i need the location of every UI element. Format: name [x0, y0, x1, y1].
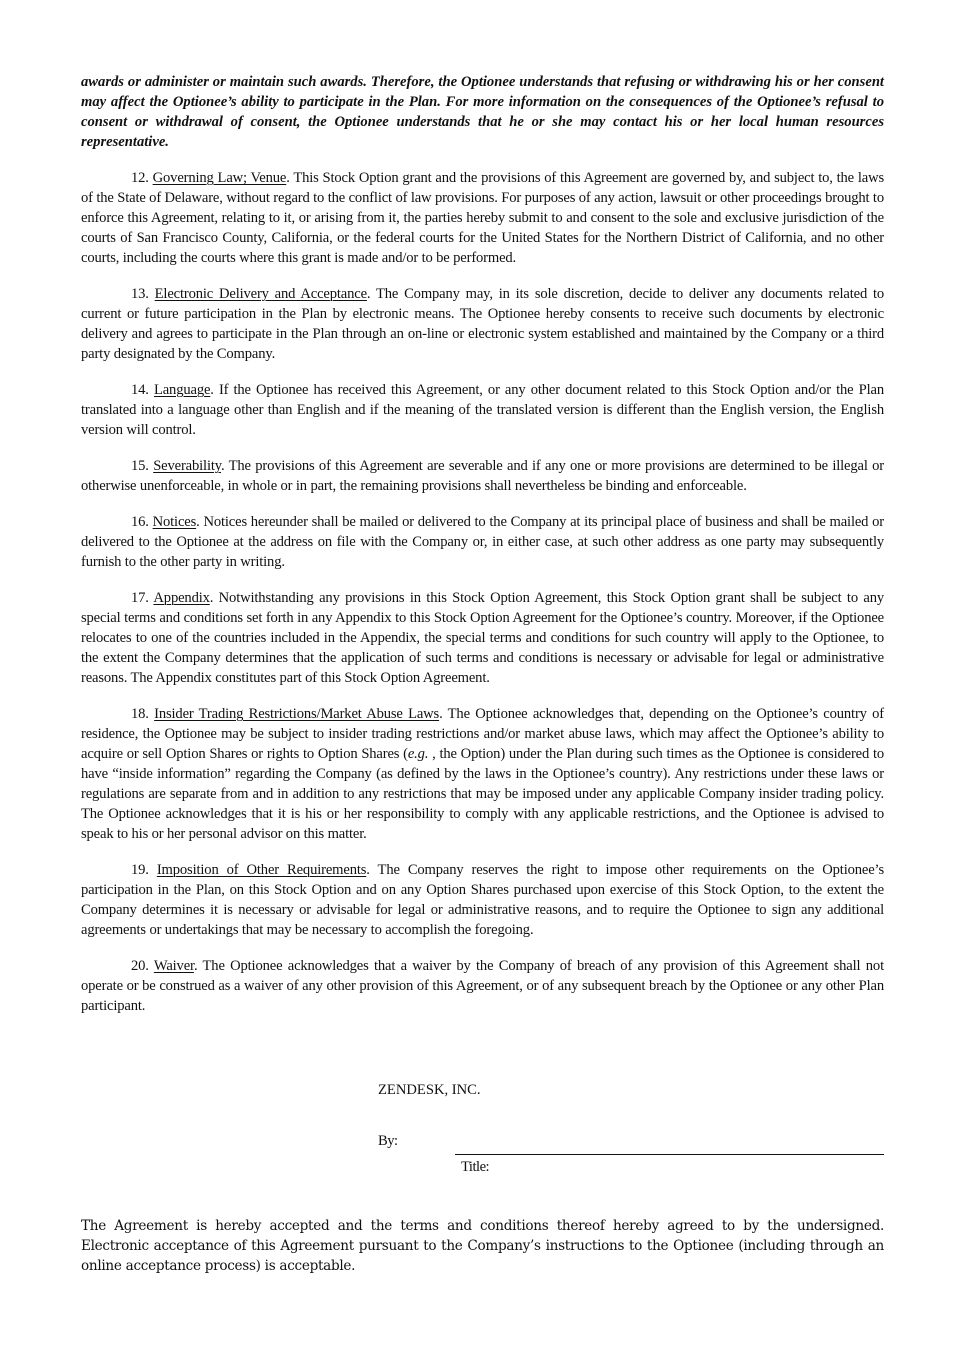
section-13: [81, 284, 884, 364]
section-number: 13.: [131, 286, 149, 302]
section-number: 20.: [131, 958, 149, 974]
section-heading: Language: [153, 382, 211, 398]
section-heading: Electronic Delivery and Acceptance: [154, 286, 367, 302]
section-heading: Imposition of Other Requirements: [156, 862, 367, 878]
section-body: . This Stock Option grant and the provisions of this Agreement are governed by, and subject to, the laws of the State of Delaware, without regard to the conflict of law provisions. For purposes of any action, lawsuit or other proceedings brought to enforce this Agreement, relating to it, or arising from it, the parties hereby submit to and consent to the sole and exclusive jurisdiction of the courts of San Francisco County, California, or the federal courts for the United States for the Northern District of California, and no other courts, including the courts where this grant is made and/or to be performed.: [81, 170, 885, 266]
section-15: [81, 456, 884, 496]
signature-line: [455, 1154, 884, 1155]
section-16: [81, 512, 884, 572]
intro-paragraph: awards or administer or maintain such awards. Therefore, the Optionee understands that refusing or withdrawing his or her consent may affect the Optionee’s ability to participate in the Plan. For more information on the consequences of the Optionee’s refusal to consent or withdrawal of consent, the Optionee understands that he or she may contact his or her local human resources representative.: [81, 74, 884, 150]
section-19: [81, 860, 884, 940]
section-heading: Governing Law; Venue: [152, 170, 287, 186]
section-number: 16.: [131, 514, 149, 530]
section-heading: Severability: [153, 458, 221, 474]
section-number: 14.: [131, 382, 149, 398]
section-20: [81, 956, 884, 1016]
section-body-pre: . The Optionee acknowledges that, depending on the Optionee’s country of residence, the Optionee may be subject to insider trading restrictions and/or market abuse laws, which may affect the Optionee’s ability to acquire or sell Option Shares or rights to Option Shares (: [81, 706, 884, 762]
section-body: . Notwithstanding any provisions in this Stock Option Agreement, this Stock Option grant shall be subject to any special terms and conditions set forth in any Appendix to this Stock Option Agreement for the Optionee’s country. Moreover, if the Optionee relocates to one of the countries included in the Appendix, the special terms and conditions for such country will apply to the Optionee, to the extent the Company determines that the application of such terms and conditions is necessary or advisable for legal or administrative reasons. The Appendix constitutes part of this Stock Option Agreement.: [81, 590, 884, 686]
signature-company-name: ZENDESK, INC.: [378, 1082, 481, 1098]
signature-title-label: Title:: [461, 1159, 490, 1175]
section-body: . If the Optionee has received this Agreement, or any other document related to this Stock Option and/or the Plan translated into a language other than English and if the meaning of the translated version is different than the English version, the English version will control.: [81, 382, 884, 438]
section-body-italic: e.g.: [407, 746, 429, 762]
section-heading: Notices: [152, 514, 197, 530]
section-body: . Notices hereunder shall be mailed or delivered to the Company at its principal place of business and shall be mailed or delivered to the Optionee at the address on file with the Company or, in either case, at such other address as one party may subsequently furnish to the other party in writing.: [81, 514, 884, 570]
section-number: 15.: [131, 458, 149, 474]
section-number: 12.: [131, 170, 149, 186]
section-body: . The Optionee acknowledges that a waiver by the Company of breach of any provision of this Agreement shall not operate or be construed as a waiver of any other provision of this Agreement, or of any subsequent breach by the Optionee or any other Plan participant.: [81, 958, 884, 1014]
section-number: 17.: [131, 590, 149, 606]
section-12: [81, 168, 884, 268]
section-heading: Insider Trading Restrictions/Market Abuse Laws: [154, 706, 440, 722]
section-number: 18.: [131, 706, 149, 722]
section-number: 19.: [131, 862, 149, 878]
signature-by-label: By:: [378, 1133, 398, 1149]
section-heading: Appendix: [153, 590, 210, 606]
section-18: [81, 704, 884, 844]
section-17: [81, 588, 884, 688]
document-body: [81, 72, 884, 1032]
section-body: . The Company reserves the right to impose other requirements on the Optionee’s participation in the Plan, on this Stock Option and on any Option Shares purchased upon exercise of this Stock Option, to the extent the Company determines it is necessary or advisable for legal or administrative reasons, and to require the Optionee to sign any additional agreements or undertakings that may be necessary to accomplish the foregoing.: [81, 862, 884, 938]
section-body: , the Option) under the Plan during such times as the Optionee is considered to have “inside information” regarding the Company (as defined by the laws in the Optionee’s country). Any restrictions under these laws or regulations are separate from and in addition to any restrictions that may be imposed under any applicable Company insider trading policy. The Optionee acknowledges that it is his or her responsibility to comply with any applicable restrictions, and the Optionee is advised to speak to his or her personal advisor on this matter.: [81, 746, 884, 842]
section-body: . The provisions of this Agreement are severable and if any one or more provisions are determined to be illegal or otherwise unenforceable, in whole or in part, the remaining provisions shall nevertheless be binding and enforceable.: [81, 458, 884, 494]
section-heading: Waiver: [153, 958, 194, 974]
section-body: . The Company may, in its sole discretion, decide to deliver any documents related to current or future participation in the Plan by electronic means. The Optionee hereby consents to receive such documents by electronic delivery and agrees to participate in the Plan through an on-line or electronic system established and maintained by the Company or a third party designated by the Company.: [81, 286, 884, 362]
acceptance-paragraph: The Agreement is hereby accepted and the terms and conditions thereof hereby agreed to by the undersigned. Electronic acceptance of this Agreement pursuant to the Company’s instructions to the Optionee (including through an online acceptance process) is acceptable.: [81, 1217, 884, 1274]
section-14: [81, 380, 884, 440]
